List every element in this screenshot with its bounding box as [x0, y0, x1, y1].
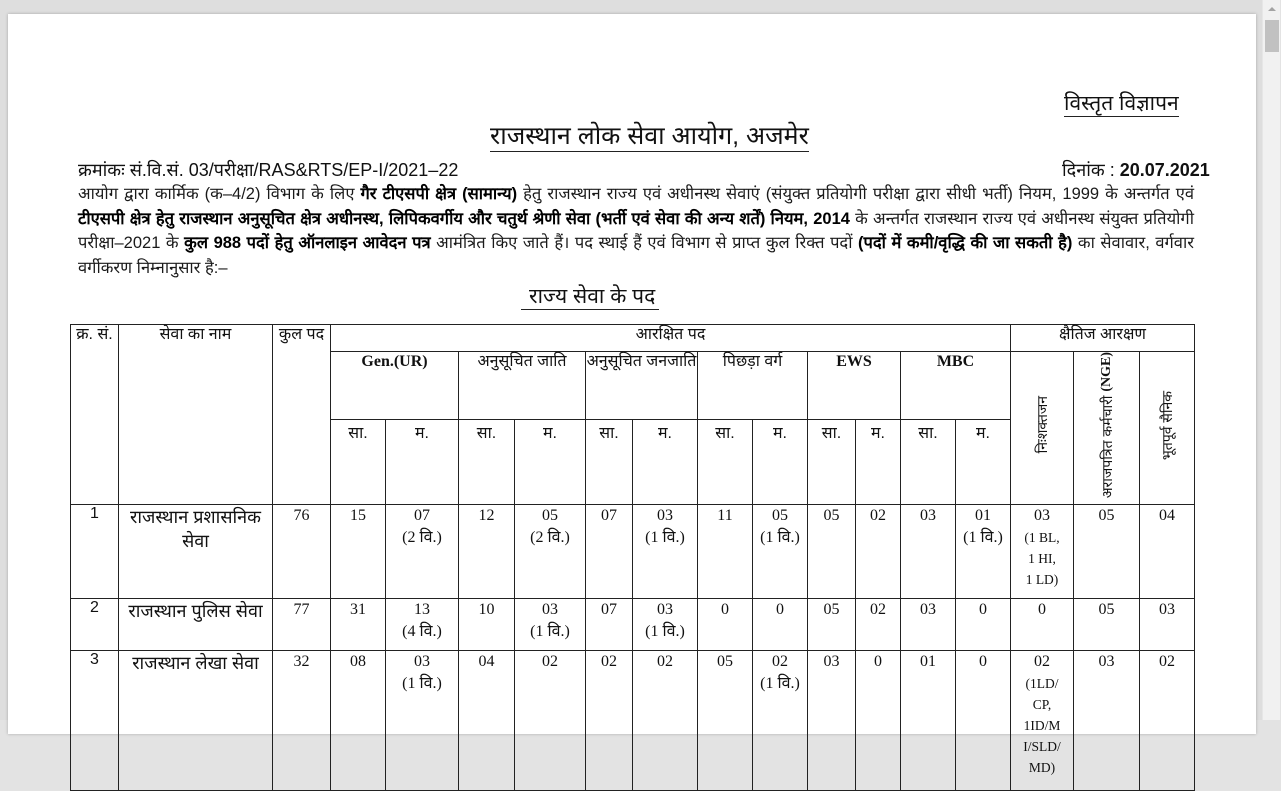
- cell-value: 07: [601, 601, 617, 619]
- header-pwd: [1011, 352, 1074, 505]
- cell-value: 12: [478, 507, 495, 525]
- paragraph-segment: टीएसपी क्षेत्र हेतु राजस्थान अनुसूचित क्षेत्र अधीनस्थ, लिपिकवर्गीय और चतुर्थ श्रेणी सेवा (भर्ती एवं सेवा की अन्य शर्तें) नियम, 2014: [78, 209, 850, 228]
- scroll-up-arrow-icon[interactable]: [1263, 0, 1281, 16]
- cell-value: 07: [414, 507, 430, 525]
- cell-value: 13: [414, 601, 430, 619]
- cell-value: 03: [920, 601, 936, 619]
- cell-value: 02: [1034, 653, 1050, 671]
- header-sub-general: सा.: [331, 420, 386, 505]
- cell-reserved: [386, 599, 459, 651]
- detailed-advertisement-label: विस्तृत विज्ञापन: [1064, 92, 1179, 115]
- header-cat-obc: पिछड़ा वर्ग: [698, 352, 808, 420]
- cell-total-posts: 76: [273, 505, 331, 599]
- cell-value: 03: [657, 507, 673, 525]
- cell-reserved: [586, 599, 633, 651]
- header-service-name: सेवा का नाम: [119, 325, 273, 505]
- header-reserved-posts: आरक्षित पद: [331, 325, 1011, 352]
- cell-value: 10: [478, 601, 495, 619]
- header-sub-general: सा.: [808, 420, 856, 505]
- cell-pwd: [1011, 651, 1074, 791]
- cell-reserved: [901, 505, 956, 599]
- cell-value: 15: [350, 507, 366, 525]
- cell-reserved: [633, 651, 698, 791]
- paragraph-segment: (पदों में कमी/वृद्धि की जा सकती है): [858, 234, 1073, 252]
- date-value: 20.07.2021: [1119, 160, 1210, 180]
- cell-note: (4 वि.): [402, 623, 442, 641]
- cell-note: (1 वि.): [760, 529, 800, 547]
- cell-reserved: [856, 651, 901, 791]
- cell-reserved: [753, 599, 808, 651]
- cell-value: 01: [920, 653, 936, 671]
- cell-note: (1 वि.): [530, 623, 570, 641]
- cell-value: 05: [542, 507, 558, 525]
- cell-reserved: [586, 505, 633, 599]
- header-sub-women: म.: [386, 420, 459, 505]
- cell-nge: 05: [1074, 599, 1140, 651]
- header-sub-women: म.: [515, 420, 586, 505]
- cell-reserved: [386, 505, 459, 599]
- paragraph-segment: हेतु राजस्थान राज्य एवं अधीनस्थ सेवाएं (संयुक्त प्रतियोगी परीक्षा द्वारा सीधी भर्ती) नियम, 1999 के अन्तर्गत एवं: [517, 185, 1194, 203]
- cell-value: 08: [350, 653, 366, 671]
- header-pwd-label: निःशक्तजन: [1033, 396, 1050, 454]
- cell-note: CP,: [1032, 697, 1052, 713]
- cell-ex-serviceman: 03: [1140, 599, 1195, 651]
- cell-value: 05: [823, 507, 840, 525]
- header-sub-general: सा.: [698, 420, 753, 505]
- cell-value: 0: [721, 601, 729, 619]
- cell-note: (1 वि.): [402, 675, 442, 693]
- cell-pwd: [1011, 505, 1074, 599]
- cell-nge: 03: [1074, 651, 1140, 791]
- header-ex-serviceman: [1140, 352, 1195, 505]
- cell-reserved: [808, 651, 856, 791]
- cell-note: (1 वि.): [645, 529, 685, 547]
- cell-reserved: [515, 505, 586, 599]
- cell-pwd: [1011, 599, 1074, 651]
- cell-reserved: [698, 651, 753, 791]
- cell-value: 03: [414, 653, 430, 671]
- date-label: दिनांक :: [1062, 160, 1115, 180]
- vertical-scrollbar[interactable]: [1262, 0, 1280, 720]
- section-title: राज्य सेवा के पद: [521, 285, 659, 310]
- cell-reserved: [901, 651, 956, 791]
- header-sno: क्र. सं.: [71, 325, 119, 505]
- paragraph-segment: आमंत्रित किए जाते हैं। पद स्थाई हैं एवं विभाग से प्राप्त कुल रिक्त पदों: [430, 234, 859, 252]
- cell-value: 03: [657, 601, 673, 619]
- cell-reserved: [515, 599, 586, 651]
- cell-reserved: [331, 599, 386, 651]
- cell-value: 0: [1038, 601, 1046, 619]
- cell-reserved: [331, 505, 386, 599]
- paragraph-segment: का सेवावार, वर्गवार वर्गीकरण निम्नानुसार है:–: [78, 234, 1194, 277]
- posts-table: [70, 324, 1195, 791]
- cell-reserved: [331, 651, 386, 791]
- paragraph-segment: कुल 988 पदों हेतु ऑनलाइन आवेदन पत्र: [184, 234, 431, 252]
- cell-reserved: [901, 599, 956, 651]
- table-row: [71, 599, 1195, 651]
- cell-service-name: राजस्थान पुलिस सेवा: [119, 599, 273, 651]
- cell-note: (1 वि.): [760, 675, 800, 693]
- header-sub-women: म.: [856, 420, 901, 505]
- cell-value: 01: [975, 507, 991, 525]
- cell-value: 0: [776, 601, 784, 619]
- paragraph-segment: गैर टीएसपी क्षेत्र (सामान्य): [360, 185, 518, 203]
- cell-value: 0: [979, 653, 987, 671]
- cell-note: (2 वि.): [402, 529, 442, 547]
- cell-reserved: [459, 651, 515, 791]
- table-row: [71, 505, 1195, 599]
- header-sub-general: सा.: [459, 420, 515, 505]
- header-cat-mbc: MBC: [901, 352, 1011, 420]
- cell-note: 1ID/M: [1023, 718, 1061, 734]
- header-horizontal-reservation: क्षैतिज आरक्षण: [1011, 325, 1195, 352]
- cell-sno: 3: [71, 651, 119, 791]
- header-nge: [1074, 352, 1140, 505]
- table-row: [71, 651, 1195, 791]
- date-line: [1062, 158, 1210, 182]
- cell-value: 03: [823, 653, 840, 671]
- cell-nge: 05: [1074, 505, 1140, 599]
- cell-value: 03: [542, 601, 558, 619]
- header-sub-women: म.: [956, 420, 1011, 505]
- cell-reserved: [386, 651, 459, 791]
- cell-value: 04: [478, 653, 495, 671]
- cell-value: 0: [979, 601, 987, 619]
- header-total-posts: कुल पद: [273, 325, 331, 505]
- cell-value: 02: [657, 653, 673, 671]
- cell-ex-serviceman: 04: [1140, 505, 1195, 599]
- cell-note: (2 वि.): [530, 529, 570, 547]
- cell-reserved: [956, 599, 1011, 651]
- scrollbar-thumb[interactable]: [1265, 20, 1279, 52]
- cell-note: (1 BL,: [1024, 530, 1060, 546]
- cell-note: 1 HI,: [1028, 551, 1056, 567]
- header-sub-women: म.: [633, 420, 698, 505]
- cell-reserved: [856, 599, 901, 651]
- organization-title: राजस्थान लोक सेवा आयोग, अजमेर: [490, 122, 809, 150]
- cell-reserved: [586, 651, 633, 791]
- cell-note: (1 वि.): [645, 623, 685, 641]
- cell-value: 03: [1034, 507, 1050, 525]
- cell-note: (1LD/: [1025, 676, 1059, 692]
- cell-reserved: [459, 505, 515, 599]
- header-nge-label: अराजपत्रित कर्मचारी (NGE): [1098, 352, 1115, 499]
- cell-value: 02: [542, 653, 558, 671]
- cell-note: (1 वि.): [963, 529, 1003, 547]
- cell-reserved: [515, 651, 586, 791]
- cell-value: 02: [601, 653, 617, 671]
- cell-reserved: [808, 505, 856, 599]
- header-cat-sc: अनुसूचित जाति: [459, 352, 586, 420]
- cell-total-posts: 77: [273, 599, 331, 651]
- header-sub-women: म.: [753, 420, 808, 505]
- cell-value: 02: [772, 653, 788, 671]
- cell-note: MD): [1028, 760, 1056, 776]
- header-cat-gen: Gen.(UR): [331, 352, 459, 420]
- header-cat-ews: EWS: [808, 352, 901, 420]
- cell-reserved: [633, 599, 698, 651]
- cell-value: 03: [920, 507, 936, 525]
- cell-reserved: [698, 599, 753, 651]
- cell-reserved: [956, 505, 1011, 599]
- cell-service-name: राजस्थान लेखा सेवा: [119, 651, 273, 791]
- cell-reserved: [698, 505, 753, 599]
- cell-value: 11: [717, 507, 733, 525]
- cell-value: 02: [870, 601, 886, 619]
- cell-value: 07: [601, 507, 617, 525]
- paragraph-segment: के अन्तर्गत राजस्थान राज्य एवं अधीनस्थ संयुक्त प्रतियोगी परीक्षा–2021 के: [78, 209, 1194, 252]
- cell-reserved: [459, 599, 515, 651]
- cell-note: I/SLD/: [1023, 739, 1061, 755]
- cell-total-posts: 32: [273, 651, 331, 791]
- paragraph-segment: आयोग द्वारा कार्मिक (क–4/2) विभाग के लिए: [78, 185, 361, 203]
- cell-value: 05: [823, 601, 840, 619]
- cell-reserved: [633, 505, 698, 599]
- header-sub-general: सा.: [901, 420, 956, 505]
- header-sub-general: सा.: [586, 420, 633, 505]
- cell-sno: 2: [71, 599, 119, 651]
- cell-value: 05: [772, 507, 788, 525]
- cell-reserved: [753, 505, 808, 599]
- cell-note: 1 LD): [1025, 572, 1059, 588]
- reference-number: क्रमांकः सं.वि.सं. 03/परीक्षा/RAS&RTS/EP-I/2021–22: [78, 160, 459, 180]
- header-cat-st: अनुसूचित जनजाति: [586, 352, 698, 420]
- cell-service-name: राजस्थान प्रशासनिक सेवा: [119, 505, 273, 599]
- cell-reserved: [856, 505, 901, 599]
- intro-paragraph: [78, 182, 1194, 280]
- cell-value: 05: [717, 653, 733, 671]
- header-ex-serviceman-label: भूतपूर्व सैनिक: [1158, 390, 1175, 460]
- cell-value: 02: [870, 507, 886, 525]
- cell-value: 0: [874, 653, 882, 671]
- cell-reserved: [808, 599, 856, 651]
- cell-reserved: [956, 651, 1011, 791]
- cell-ex-serviceman: 02: [1140, 651, 1195, 791]
- cell-reserved: [753, 651, 808, 791]
- cell-sno: 1: [71, 505, 119, 599]
- cell-value: 31: [350, 601, 366, 619]
